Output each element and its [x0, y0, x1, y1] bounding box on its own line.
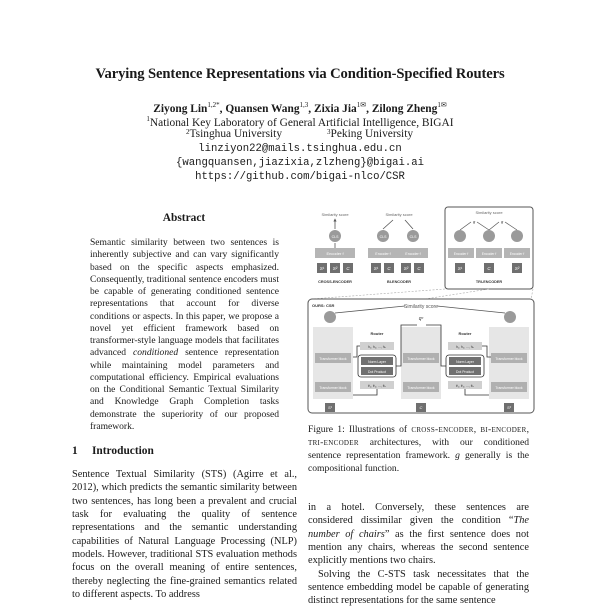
paper-title: Varying Sentence Representations via Condition-Specified Routers: [95, 66, 505, 82]
author-name: Zixia Jia: [314, 102, 357, 115]
email-1[interactable]: linziyon22@mails.tsinghua.edu.cn: [198, 143, 402, 155]
svg-text:ē₁, ē₂, ..., ēₙ: ē₁, ē₂, ..., ēₙ: [456, 384, 474, 388]
abstract-text: Semantic similarity between two sentences is inherently subjective and can vary significantly based on the specific aspects emphasized. Consequently, traditional sentence encoders must be capable of generating conditioned sentence representations that account for diverse conditions or aspects. In this paper, we propose a novel yet efficient framework based on transformer-style language models that facilitates advanced: [90, 237, 279, 359]
affiliation-2: [186, 128, 283, 142]
caption-text: ,: [526, 424, 529, 435]
author-affil-sup: 1,2*: [207, 101, 220, 109]
abstract-heading: Abstract: [162, 212, 206, 224]
svg-text:Router: Router: [370, 331, 384, 336]
svg-text:Transformer block: Transformer block: [495, 386, 523, 390]
author-name: Quansen Wang: [225, 102, 300, 115]
svg-text:Router: Router: [458, 331, 472, 336]
abstract-text: sentence representation while maintaining model parameters and computational efficiency. Empirical evaluations on the Conditional Semantic Textual Similarity and Knowledge Graph Completion tasks demonstrate the superiority of our proposed framework.: [90, 347, 279, 432]
svg-text:Similarity score: Similarity score: [404, 304, 438, 310]
affil-sup: 1: [146, 115, 150, 123]
svg-text:CLS: CLS: [409, 235, 417, 239]
caption-term: tri-encoder: [308, 436, 359, 448]
svg-text:Transformer block: Transformer block: [319, 357, 347, 361]
svg-text:Encoder f: Encoder f: [326, 251, 344, 256]
affil-text: Tsinghua University: [189, 128, 283, 140]
svg-text:C: C: [487, 266, 491, 271]
svg-text:Transformer block: Transformer block: [407, 386, 435, 390]
svg-text:Similarity score: Similarity score: [475, 210, 503, 215]
author-affil-sup: 1✉: [437, 101, 447, 109]
affiliation-3: [327, 128, 414, 142]
svg-text:C: C: [346, 266, 350, 271]
introduction-body: [72, 468, 297, 601]
affil-text: Peking University: [330, 128, 414, 140]
svg-text:g: g: [473, 219, 476, 224]
svg-text:Norm Layer: Norm Layer: [368, 360, 386, 364]
caption-text: ,: [473, 424, 481, 435]
right-column-body: [308, 501, 529, 608]
caption-text: generally is the compositional function.: [308, 449, 529, 474]
svg-text:C: C: [419, 405, 423, 410]
svg-text:Transformer block: Transformer block: [495, 357, 523, 361]
tri-encoder-panel: [445, 207, 533, 289]
svg-text:Similarity score: Similarity score: [385, 212, 413, 217]
author-name: Ziyong Lin: [153, 102, 208, 115]
caption-text: architectures, with our conditioned sentence representation framework.: [308, 436, 529, 461]
paragraph-text: ” as the first sentence does not mention any chairs, whereas the second sentence explicitly mentions two chairs.: [308, 528, 529, 567]
svg-text:S¹: S¹: [457, 266, 463, 271]
svg-text:CLS: CLS: [379, 235, 387, 239]
paragraph: Sentence Textual Similarity (STS) (Agirre et al., 2012), which predicts the semantic similarity between two sentences, has long been a prevalent and crucial task for evaluating the quality of sentence representations and the semantic understanding capabilities of Natural Language Processing (NLP) models. However, traditional STS evaluation methods focus on the overall meaning of entire sentences, thereby neglecting the fine-grained semantics related to different aspects. To address: [72, 469, 297, 601]
affil-text: National Key Laboratory of General Artificial Intelligence, BIGAI: [149, 116, 454, 129]
csr-detail-panel: [308, 299, 534, 413]
paragraph-text: in a hotel. Conversely, these sentences are considered dissimilar given the condition “: [308, 502, 529, 527]
svg-text:Encoder f: Encoder f: [405, 252, 421, 256]
cross-encoder-panel: [315, 212, 355, 284]
section-number: 1: [72, 445, 78, 457]
svg-text:S¹: S¹: [328, 405, 332, 410]
section-title: Introduction: [92, 445, 154, 457]
svg-text:C: C: [387, 266, 391, 271]
svg-text:g: g: [501, 219, 504, 224]
figure-caption: [308, 424, 529, 476]
svg-text:Encoder f: Encoder f: [481, 252, 497, 256]
paragraph-italic: The number of chairs: [308, 515, 529, 540]
svg-text:Transformer block: Transformer block: [407, 357, 435, 361]
paragraph: Solving the C-STS task necessitates that the sentence embedding model be capable of generating distinct representations for the same sentence: [308, 568, 529, 607]
svg-text:CLS: CLS: [331, 235, 339, 239]
author-affil-sup: 1,3: [299, 101, 309, 109]
svg-text:Similarity score: Similarity score: [321, 212, 349, 217]
figure-1: [305, 205, 537, 415]
svg-text:OURS: CSR: OURS: CSR: [312, 303, 335, 308]
svg-text:S²: S²: [403, 266, 409, 271]
svg-text:S¹: S¹: [373, 266, 379, 271]
caption-italic: g: [455, 449, 460, 461]
svg-text:BI-ENCODER: BI-ENCODER: [386, 280, 412, 284]
caption-term: cross-encoder: [411, 424, 474, 435]
svg-text:CROSS-ENCODER: CROSS-ENCODER: [318, 280, 352, 284]
svg-text:h₁, h₂, ..., hₙ: h₁, h₂, ..., hₙ: [368, 345, 386, 349]
paragraph: [308, 501, 529, 568]
affil-sup: 2: [186, 128, 190, 136]
svg-text:Norm Layer: Norm Layer: [456, 360, 474, 364]
svg-text:Encoder f: Encoder f: [453, 252, 469, 256]
svg-text:ē₁, ē₂, ..., ēₙ: ē₁, ē₂, ..., ēₙ: [368, 384, 386, 388]
svg-text:h₁, h₂, ..., hₙ: h₁, h₂, ..., hₙ: [456, 345, 474, 349]
bi-encoder-panel: [368, 212, 428, 284]
affil-sup: 3: [327, 128, 331, 136]
author-name: Zilong Zheng: [371, 102, 438, 115]
svg-text:Dot Product: Dot Product: [456, 370, 474, 374]
svg-text:TRI-ENCODER: TRI-ENCODER: [475, 280, 503, 284]
email-2[interactable]: {wangquansen,jiazixia,zlzheng}@bigai.ai: [176, 157, 424, 169]
caption-text: Figure 1: Illustrations of: [308, 424, 412, 435]
affiliation-1: [0, 115, 600, 129]
svg-text:S¹: S¹: [319, 266, 325, 271]
svg-text:Transformer block: Transformer block: [319, 386, 347, 390]
author-affil-sup: 1✉: [356, 101, 367, 109]
svg-text:Dot Product: Dot Product: [368, 370, 386, 374]
repo-link[interactable]: https://github.com/bigai-nlco/CSR: [195, 171, 405, 183]
abstract-body: [90, 237, 279, 433]
author-list: Ziyong Lin$^{1,2*}$, Quansen Wang$^{1,3}$, Zixia Jia$^{1✉}$, Zilong Zheng$^{1✉}$: [153, 101, 447, 115]
svg-text:qᶜ: qᶜ: [418, 316, 424, 322]
caption-term: bi-encoder: [480, 424, 527, 435]
svg-text:S²: S²: [507, 405, 511, 410]
svg-text:S²: S²: [514, 266, 520, 271]
svg-text:S²: S²: [332, 266, 338, 271]
abstract-italic: conditioned: [133, 347, 179, 359]
svg-text:Encoder f: Encoder f: [375, 252, 391, 256]
section-heading-introduction: [72, 445, 154, 457]
svg-text:C: C: [417, 266, 421, 271]
svg-text:Encoder f: Encoder f: [509, 252, 525, 256]
